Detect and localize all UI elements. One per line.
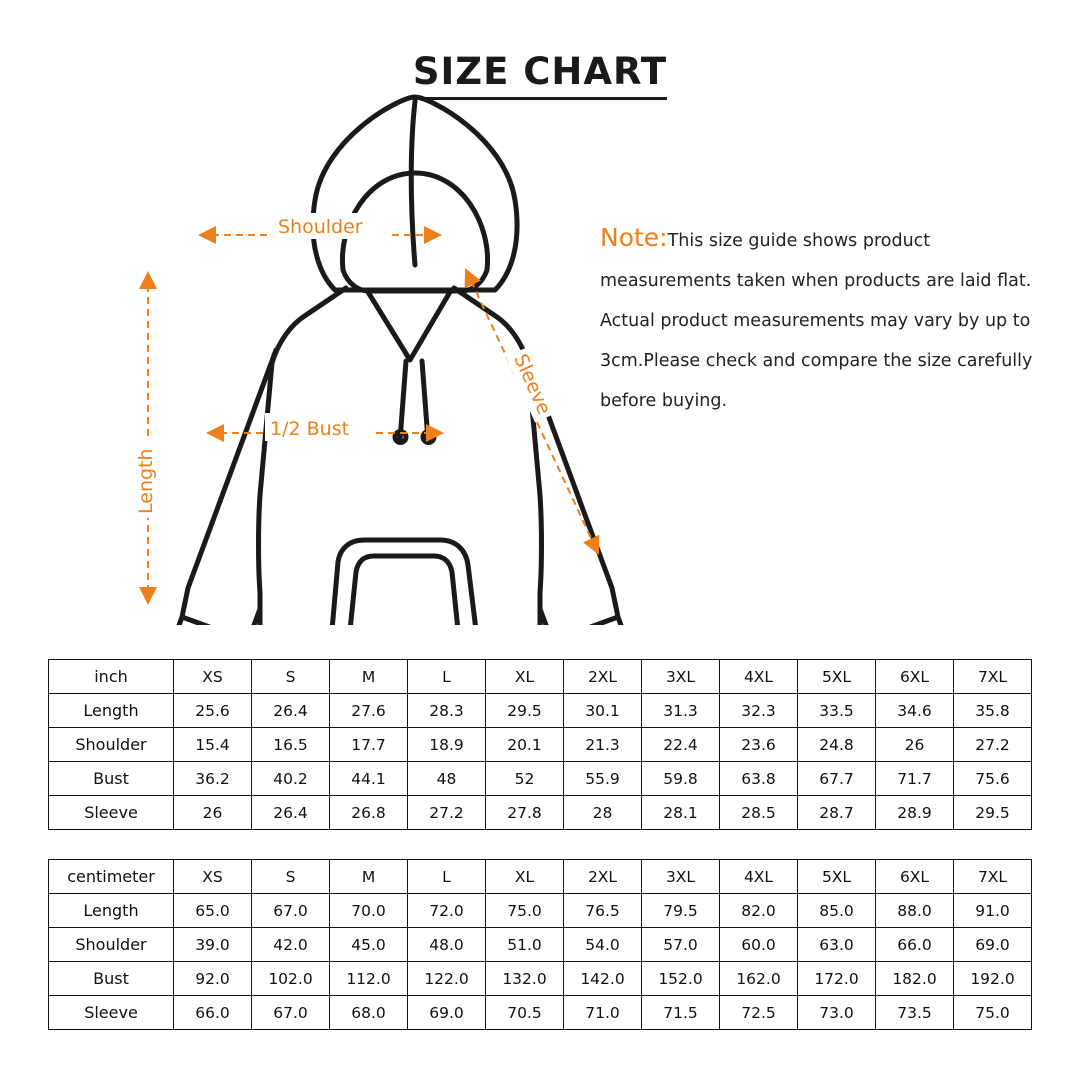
hoodie-diagram: [110, 85, 630, 625]
note-label: Note:: [600, 223, 668, 252]
table-row: [49, 996, 1032, 1030]
table-cell: 71.5: [642, 996, 720, 1030]
table-cell: 70.5: [486, 996, 564, 1030]
table-cell: 73.0: [798, 996, 876, 1030]
table-cell: 25.6: [174, 694, 252, 728]
table-cell: 21.3: [564, 728, 642, 762]
table-cell: 28: [564, 796, 642, 830]
table-cell: 70.0: [330, 894, 408, 928]
table-cell: 28.3: [408, 694, 486, 728]
table-cell: 27.6: [330, 694, 408, 728]
table-cell: 15.4: [174, 728, 252, 762]
table-cell: 76.5: [564, 894, 642, 928]
table-cell: 69.0: [954, 928, 1032, 962]
column-header: 3XL: [642, 660, 720, 694]
column-header: L: [408, 660, 486, 694]
table-cell: 192.0: [954, 962, 1032, 996]
table-cell: 69.0: [408, 996, 486, 1030]
table-header-row: [49, 860, 1032, 894]
table-cell: 162.0: [720, 962, 798, 996]
row-label: Length: [49, 694, 174, 728]
table-cell: 16.5: [252, 728, 330, 762]
column-header: XS: [174, 860, 252, 894]
table-row: [49, 762, 1032, 796]
column-header: XS: [174, 660, 252, 694]
table-cell: 28.5: [720, 796, 798, 830]
column-header: 6XL: [876, 660, 954, 694]
table-cell: 26.4: [252, 796, 330, 830]
table-cell: 31.3: [642, 694, 720, 728]
label-sleeve: Sleeve: [509, 350, 556, 418]
table-row: [49, 962, 1032, 996]
table-cell: 26: [876, 728, 954, 762]
table-row: [49, 928, 1032, 962]
table-cell: 32.3: [720, 694, 798, 728]
table-cell: 34.6: [876, 694, 954, 728]
table-cell: 132.0: [486, 962, 564, 996]
label-shoulder: Shoulder: [278, 216, 363, 238]
table-cell: 27.2: [954, 728, 1032, 762]
table-header-row: [49, 660, 1032, 694]
table-cell: 39.0: [174, 928, 252, 962]
table-cell: 27.8: [486, 796, 564, 830]
page-title-text: SIZE CHART: [413, 50, 667, 100]
table-cell: 48.0: [408, 928, 486, 962]
row-label: Sleeve: [49, 996, 174, 1030]
row-label: Bust: [49, 962, 174, 996]
table-cell: 26.8: [330, 796, 408, 830]
column-header: S: [252, 860, 330, 894]
table-cell: 73.5: [876, 996, 954, 1030]
table-cell: 52: [486, 762, 564, 796]
table-cell: 102.0: [252, 962, 330, 996]
column-header: 2XL: [564, 860, 642, 894]
table-cell: 48: [408, 762, 486, 796]
table-cell: 63.0: [798, 928, 876, 962]
table-cell: 142.0: [564, 962, 642, 996]
table-cell: 75.6: [954, 762, 1032, 796]
size-table-inch: [48, 659, 1032, 830]
table-cell: 29.5: [486, 694, 564, 728]
table-cell: 28.1: [642, 796, 720, 830]
column-header: M: [330, 860, 408, 894]
table-row: [49, 694, 1032, 728]
unit-cell: centimeter: [49, 860, 174, 894]
column-header: 3XL: [642, 860, 720, 894]
table-cell: 152.0: [642, 962, 720, 996]
size-table-centimeter: [48, 859, 1032, 1030]
row-label: Bust: [49, 762, 174, 796]
table-cell: 72.5: [720, 996, 798, 1030]
note-block: [600, 218, 1060, 421]
table-cell: 71.7: [876, 762, 954, 796]
column-header: L: [408, 860, 486, 894]
row-label: Shoulder: [49, 928, 174, 962]
table-cell: 68.0: [330, 996, 408, 1030]
table-cell: 23.6: [720, 728, 798, 762]
table-cell: 54.0: [564, 928, 642, 962]
table-cell: 36.2: [174, 762, 252, 796]
table-cell: 26: [174, 796, 252, 830]
column-header: 6XL: [876, 860, 954, 894]
table-cell: 67.0: [252, 996, 330, 1030]
table-cell: 67.7: [798, 762, 876, 796]
table-cell: 26.4: [252, 694, 330, 728]
table-cell: 18.9: [408, 728, 486, 762]
table-cell: 182.0: [876, 962, 954, 996]
table-cell: 42.0: [252, 928, 330, 962]
table-cell: 72.0: [408, 894, 486, 928]
table-cell: 71.0: [564, 996, 642, 1030]
table-cell: 20.1: [486, 728, 564, 762]
table-cell: 29.5: [954, 796, 1032, 830]
table-cell: 75.0: [486, 894, 564, 928]
row-label: Length: [49, 894, 174, 928]
column-header: S: [252, 660, 330, 694]
table-cell: 60.0: [720, 928, 798, 962]
table-cell: 82.0: [720, 894, 798, 928]
table-cell: 85.0: [798, 894, 876, 928]
table-cell: 24.8: [798, 728, 876, 762]
note-text: This size guide shows product measurements taken when products are laid flat. Actual product measurements may vary by up to 3cm.Please check and compare the size carefully before buying.: [600, 231, 1033, 411]
column-header: 4XL: [720, 860, 798, 894]
table-row: [49, 894, 1032, 928]
table-cell: 67.0: [252, 894, 330, 928]
row-label: Sleeve: [49, 796, 174, 830]
table-cell: 55.9: [564, 762, 642, 796]
label-half-bust: 1/2 Bust: [270, 418, 350, 440]
table-row: [49, 796, 1032, 830]
column-header: XL: [486, 860, 564, 894]
table-cell: 172.0: [798, 962, 876, 996]
table-cell: 51.0: [486, 928, 564, 962]
table-cell: 28.9: [876, 796, 954, 830]
table-cell: 30.1: [564, 694, 642, 728]
column-header: M: [330, 660, 408, 694]
column-header: 2XL: [564, 660, 642, 694]
table-row: [49, 728, 1032, 762]
table-cell: 122.0: [408, 962, 486, 996]
table-cell: 44.1: [330, 762, 408, 796]
table-cell: 91.0: [954, 894, 1032, 928]
unit-cell: inch: [49, 660, 174, 694]
label-length: Length: [135, 448, 157, 514]
table-cell: 92.0: [174, 962, 252, 996]
table-cell: 66.0: [174, 996, 252, 1030]
column-header: 7XL: [954, 860, 1032, 894]
table-cell: 112.0: [330, 962, 408, 996]
column-header: 7XL: [954, 660, 1032, 694]
column-header: XL: [486, 660, 564, 694]
table-cell: 63.8: [720, 762, 798, 796]
table-cell: 40.2: [252, 762, 330, 796]
table-cell: 27.2: [408, 796, 486, 830]
table-cell: 35.8: [954, 694, 1032, 728]
table-cell: 65.0: [174, 894, 252, 928]
table-cell: 88.0: [876, 894, 954, 928]
row-label: Shoulder: [49, 728, 174, 762]
table-cell: 33.5: [798, 694, 876, 728]
table-cell: 66.0: [876, 928, 954, 962]
table-cell: 45.0: [330, 928, 408, 962]
table-cell: 17.7: [330, 728, 408, 762]
table-cell: 75.0: [954, 996, 1032, 1030]
column-header: 5XL: [798, 860, 876, 894]
column-header: 5XL: [798, 660, 876, 694]
table-cell: 28.7: [798, 796, 876, 830]
table-cell: 59.8: [642, 762, 720, 796]
column-header: 4XL: [720, 660, 798, 694]
table-cell: 79.5: [642, 894, 720, 928]
table-cell: 22.4: [642, 728, 720, 762]
table-cell: 57.0: [642, 928, 720, 962]
